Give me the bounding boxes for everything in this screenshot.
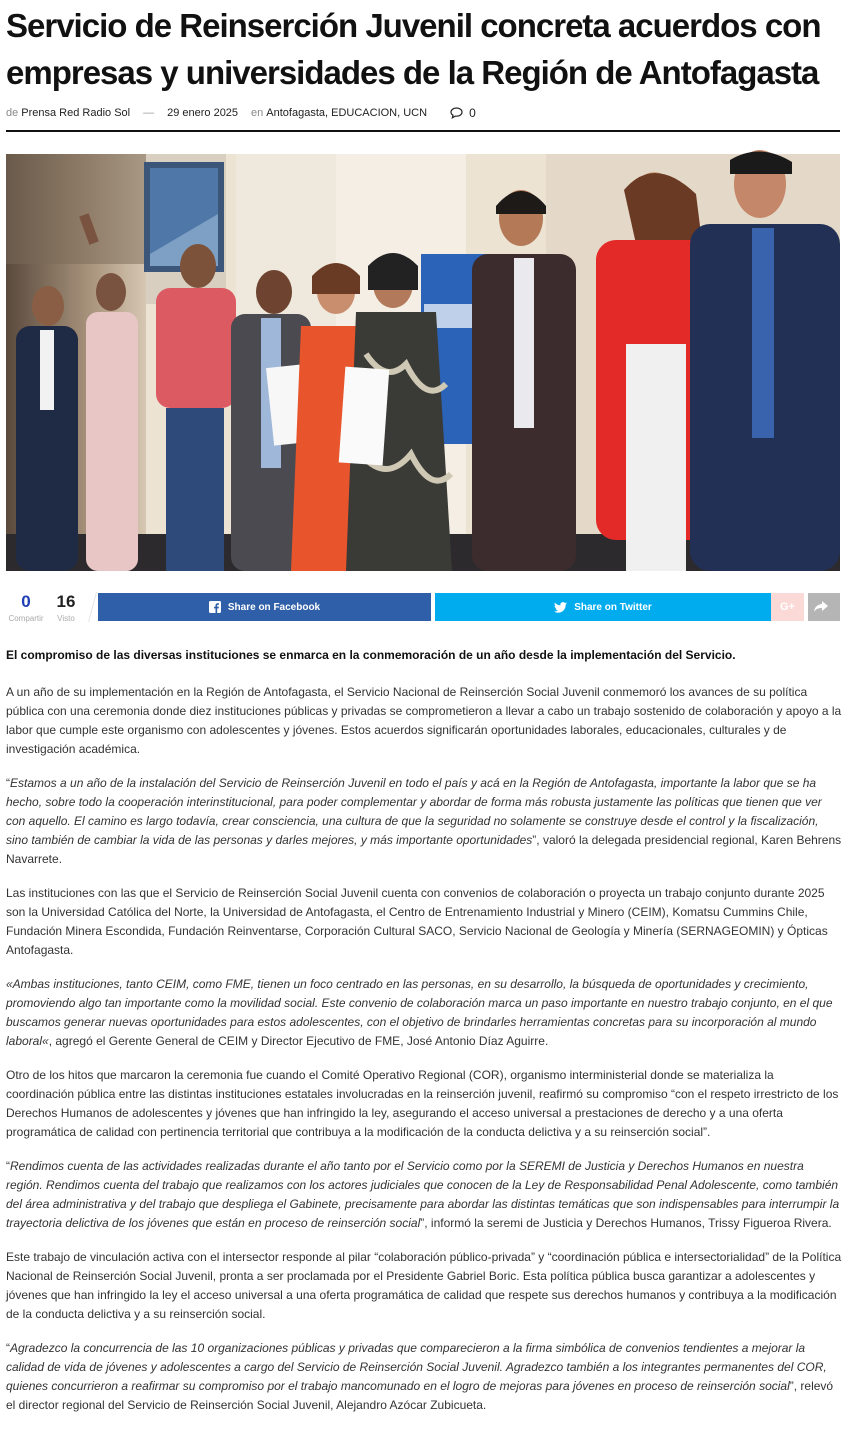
quote-mark: “ — [6, 1341, 10, 1355]
paragraph: Otro de los hitos que marcaron la ceremonia fue cuando el Comité Operativo Regional (COR), organismo interministerial donde se materializa la coordinación pública entre las distintas instituciones estatales involucradas en la reinserción juvenil, reafirmó su compromiso “con el respeto irrestricto de los Derechos Humanos de adolescentes y jóvenes que han infringido la ley, asegurando el acceso universal a prestaciones de derecho y a una oferta programática de calidad con pertinencia territorial que contribuya a la modificación de la conducta delictiva y a su reinserción social”. — [6, 1068, 839, 1139]
share-arrow-icon — [814, 601, 828, 613]
share-twitter-button[interactable] — [435, 593, 771, 621]
share-count-label: Compartir — [8, 614, 44, 623]
category-prefix: en — [251, 107, 264, 119]
paragraph: Este trabajo de vinculación activa con el intersector responde al pilar “colaboración público-privada” y “coordinación pública e intersectorialidad” de la Política Nacional de Reinserción Social Juvenil, pronta a ser proclamada por el Presidente Gabriel Boric. Esta política pública busca garantizar a adolescentes y jóvenes que han infringido la ley el acceso universal a una oferta programática de calidad que respete sus derechos humanos y contribuya a la modificación de la conducta delictiva y a su reinserción social. — [6, 1250, 842, 1321]
view-count-label: Visto — [57, 614, 75, 623]
quote-attribution: ”, relevó el director regional del Servicio de Reinserción Social Juvenil, Alejandro Azócar Zubicueta. — [6, 1379, 834, 1412]
paragraph: Las instituciones con las que el Servicio de Reinserción Social Juvenil cuenta con convenios de colaboración o proyecta un trabajo conjunto durante 2025 son la Universidad Católica del Norte, la Universidad de Antofagasta, el Centro de Entrenamiento Industrial y Minero (CEIM), Komatsu Cummins Chile, Fundación Minera Escondida, Fundación Reinventarse, Corporación Cultural SACO, Servicio Nacional de Geología y Minería (SERNAGEOMIN) y Ópticas Antofagasta. — [6, 886, 828, 957]
quote-paragraph — [6, 774, 842, 869]
share-more-button[interactable] — [808, 593, 840, 621]
quote-text: «Ambas instituciones, tanto CEIM, como FME, tienen un foco centrado en las personas, en su desarrollo, la búsqueda de oportunidades y crecimiento, promoviendo algo tan importante como la movilidad social. Este convenio de colaboración marca un paso importante en nuestro trabajo conjunto, en el que buscamos generar nuevas oportunidades para estos adolescentes, con el objetivo de brindarles herramientas concretas para su incorporación al mundo laboral« — [6, 977, 833, 1048]
title-divider — [6, 130, 840, 132]
publish-date: 29 enero 2025 — [167, 107, 239, 119]
share-googleplus-label: G+ — [780, 601, 795, 613]
view-count-box — [46, 592, 86, 624]
article-meta — [6, 104, 842, 122]
featured-image — [6, 154, 840, 571]
share-twitter-label: Share on Twitter — [574, 601, 652, 613]
share-count: 0 — [21, 592, 31, 611]
ceremony-photo — [6, 154, 840, 571]
quote-text: Rendimos cuenta de las actividades realizadas durante el año tanto por el Servicio como por la SEREMI de Justicia y Derechos Humanos en nuestra región. Rendimos cuenta del trabajo que realizamos con los actores judiciales que conocen de la Ley de Responsabilidad Penal Adolescente, como también del área administrativa y del trabajo que despliega el Gabinete, precisamente para abordar las distintas temáticas que son indispensables para interrumpir la trayectoria delictiva de los jóvenes que están en proceso de reinserción social — [6, 1159, 840, 1230]
twitter-icon — [554, 602, 567, 613]
article-title: Servicio de Reinserción Juvenil concreta acuerdos con empresas y universidades de la Región de Antofagasta — [6, 7, 821, 91]
facebook-icon — [209, 601, 221, 613]
comment-icon — [450, 107, 463, 119]
quote-paragraph — [6, 975, 842, 1051]
quote-attribution: ”, informó la seremi de Justicia y Derechos Humanos, Trissy Figueroa Rivera. — [420, 1216, 832, 1230]
quote-mark: “ — [6, 776, 10, 790]
author-prefix: de — [6, 107, 19, 119]
comments-count: 0 — [469, 106, 476, 120]
quote-text: Estamos a un año de la instalación del Servicio de Reinserción Juvenil en todo el país y acá en la Región de Antofagasta, importante la labor que se ha hecho, sobre todo la cooperación interinstitucional, para poder complementar y abordar de forma más robusta justamente las políticas que tienen que ver con aquello. El camino es largo todavía, crear consciencia, una cultura de que la seguridad no solamente se construye desde el control y la fiscalización, sino también de cambiar la vida de las personas y darles mejores, y más importante oportunidades — [6, 776, 822, 847]
category-links[interactable]: Antofagasta, EDUCACION, UCN — [266, 107, 428, 119]
view-count: 16 — [56, 592, 76, 611]
article-body — [6, 646, 842, 1430]
quote-text: Agradezco la concurrencia de las 10 organizaciones públicas y privadas que comparecieron a la firma simbólica de convenios tendientes a mejorar la calidad de vida de jóvenes y adolescentes a cargo del Servicio de Reinserción Social Juvenil. Agradezco también a los integrantes permanentes del COR, quienes concurrieron a reafirmar su compromiso por el trabajo mancomunado en el logro de mejoras para jóvenes en proceso de reinserción social — [6, 1341, 827, 1393]
share-divider — [88, 592, 97, 622]
quote-paragraph — [6, 1339, 842, 1415]
meta-separator: — — [143, 107, 155, 119]
quote-attribution: ”, valoró la delegada presidencial regional, Karen Behrens Navarrete. — [6, 833, 842, 866]
share-facebook-label: Share on Facebook — [227, 601, 321, 613]
share-count-box — [6, 592, 46, 624]
quote-mark: “ — [6, 1159, 10, 1173]
comments-link[interactable] — [450, 106, 476, 120]
author-link[interactable]: Prensa Red Radio Sol — [21, 107, 131, 119]
article-lead: El compromiso de las diversas instituciones se enmarca en la conmemoración de un año desde la implementación del Servicio. — [6, 648, 736, 662]
share-googleplus-button[interactable] — [771, 593, 804, 621]
quote-paragraph — [6, 1157, 842, 1233]
quote-attribution: , agregó el Gerente General de CEIM y Director Ejecutivo de FME, José Antonio Díaz Aguirre. — [48, 1034, 549, 1048]
paragraph: A un año de su implementación en la Región de Antofagasta, el Servicio Nacional de Reinserción Social Juvenil conmemoró los avances de su política pública con una ceremonia donde diez instituciones públicas y privadas se comprometieron a llevar a cabo un trabajo sostenido de colaboración y apoyo a la labor que cumple este organismo con adolescentes y jóvenes. Estos acuerdos significarán oportunidades laborales, educacionales, culturales y de investigación académica. — [6, 685, 842, 756]
share-facebook-button[interactable] — [98, 593, 431, 621]
share-bar — [6, 592, 840, 622]
